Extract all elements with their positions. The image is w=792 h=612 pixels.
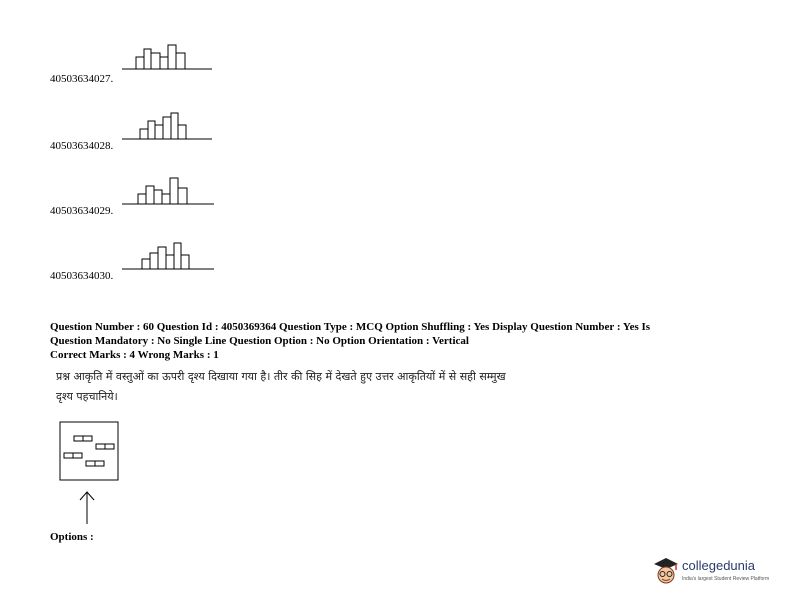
collegedunia-logo (650, 552, 780, 592)
answer-option-2[interactable] (0, 108, 300, 168)
question-text (56, 367, 656, 407)
answer-option-1[interactable] (0, 40, 300, 100)
option-id: 40503634028. (50, 140, 114, 152)
options-label: Options : (50, 531, 94, 543)
option-id: 40503634027. (50, 73, 114, 85)
question-meta-line-1: Question Number : 60 Question Id : 4050369364 Question Type : MCQ Option Shuffling : Yes Display Question Number : Yes Is (50, 321, 651, 333)
arrow-up-icon (80, 492, 94, 524)
answer-option-4[interactable] (0, 238, 300, 298)
question-marks: Correct Marks : 4 Wrong Marks : 1 (50, 349, 219, 361)
answer-option-3[interactable] (0, 174, 300, 234)
question-text-line-2: दृश्य पहचानिये। (56, 390, 118, 403)
option-id: 40503634029. (50, 205, 114, 217)
option-figure (120, 238, 220, 272)
option-id: 40503634030. (50, 270, 114, 282)
logo-brand-text: collegedunia (682, 558, 756, 573)
option-figure (120, 108, 220, 142)
question-meta-line-2: Question Mandatory : No Single Line Question Option : No Option Orientation : Vertical (50, 335, 469, 347)
question-text-line-1: प्रश्न आकृति में वस्तुओं का ऊपरी दृश्य दिखाया गया है। तीर की सिह में देखते हुए उत्तर आकृतियों में से सही सम्मुख (56, 370, 506, 383)
logo-tagline: India's largest Student Review Platform (682, 576, 770, 582)
option-figure (120, 174, 220, 207)
question-header (50, 320, 750, 362)
option-figure (120, 40, 220, 72)
question-figure (58, 420, 122, 530)
graduate-mascot-icon (650, 554, 680, 588)
